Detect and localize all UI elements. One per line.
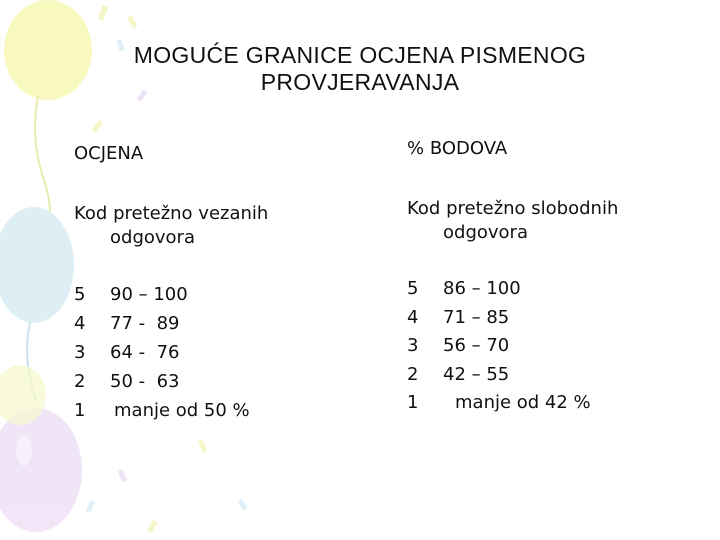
grade-value: 2: [407, 363, 419, 385]
grade-list-left: [74, 280, 250, 425]
list-item: [407, 361, 591, 390]
range-value: 50 - 63: [110, 371, 180, 392]
grade-value: 3: [74, 342, 86, 363]
list-item: [407, 389, 591, 418]
subheader-line-2: odgovora: [110, 227, 195, 248]
subheader-line-1: Kod pretežno slobodnih: [407, 198, 619, 219]
list-item: [407, 332, 591, 361]
grade-list-right: [407, 275, 591, 418]
grade-value: 4: [407, 306, 419, 328]
range-value: 64 - 76: [110, 342, 180, 363]
list-item: [74, 280, 250, 309]
blue-balloon-icon: [0, 207, 74, 323]
grade-value: 3: [407, 335, 419, 356]
title-line-1: MOGUĆE GRANICE OCJENA PISMENOG: [133, 42, 587, 68]
column-header-bodova: % BODOVA: [407, 138, 508, 159]
list-item: [74, 309, 250, 338]
subheader-line-1: Kod pretežno vezanih: [74, 203, 269, 224]
column-header-ocjena: OCJENA: [74, 143, 144, 164]
range-value: 90 – 100: [110, 284, 188, 305]
range-value: 56 – 70: [443, 335, 510, 356]
purple-balloon-icon: [0, 408, 82, 532]
grade-value: 5: [74, 284, 86, 305]
column-subheader-slobodnih: [407, 197, 618, 245]
grade-value: 4: [74, 313, 86, 334]
range-value: 86 – 100: [443, 278, 521, 299]
list-item: [407, 275, 591, 304]
range-value: manje od 50 %: [114, 400, 250, 421]
range-value: manje od 42 %: [455, 392, 591, 413]
title-line-2: PROVJERAVANJA: [260, 69, 460, 95]
grade-value: 1: [407, 392, 419, 413]
range-value: 71 – 85: [443, 306, 510, 328]
subheader-line-2: odgovora: [443, 222, 528, 243]
grade-value: 5: [407, 278, 419, 299]
list-item: [74, 338, 250, 367]
list-item: [74, 367, 250, 396]
slide-title: [60, 42, 660, 96]
list-item: [74, 396, 250, 425]
list-item: [407, 304, 591, 333]
column-subheader-vezanih: [74, 202, 268, 250]
grade-value: 2: [74, 371, 86, 392]
range-value: 77 - 89: [110, 313, 180, 334]
grade-value: 1: [74, 400, 86, 421]
range-value: 42 – 55: [443, 363, 510, 385]
